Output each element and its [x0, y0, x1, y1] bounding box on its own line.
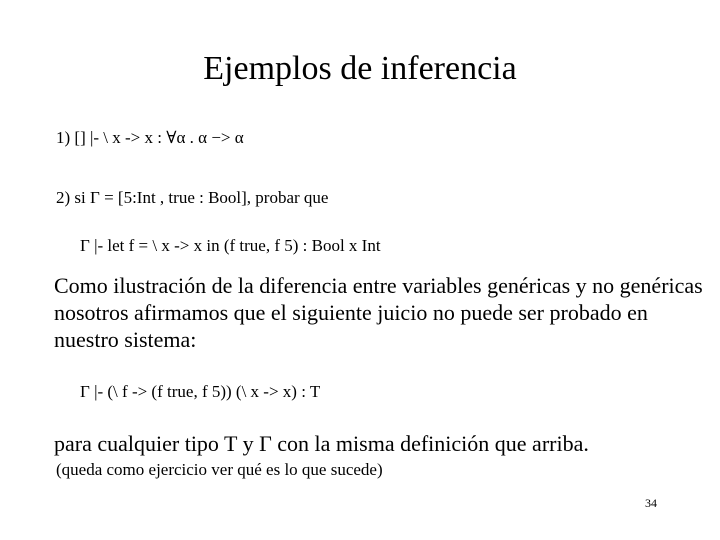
judgment-let: Γ |- let f = \ x -> x in (f true, f 5) : Bool x Int	[80, 236, 381, 255]
exercise-note: (queda como ejercicio ver qué es lo que sucede)	[56, 460, 383, 479]
page-number: 34	[645, 496, 657, 510]
explanation-paragraph: Como ilustración de la diferencia entre variables genéricas y no genéricas nosotros afirmamos que el siguiente juicio no puede ser probado en nuestro sistema:	[54, 273, 703, 352]
slide-title: Ejemplos de inferencia	[203, 50, 517, 87]
example-1: 1) [] |- \ x -> x : ∀α . α −> α	[56, 128, 244, 147]
judgment-lambda: Γ |- (\ f -> (f true, f 5)) (\ x -> x) : T	[80, 382, 321, 401]
closing-sentence: para cualquier tipo T y Γ con la misma definición que arriba.	[54, 431, 589, 456]
example-2: 2) si Γ = [5:Int , true : Bool], probar que	[56, 188, 329, 207]
